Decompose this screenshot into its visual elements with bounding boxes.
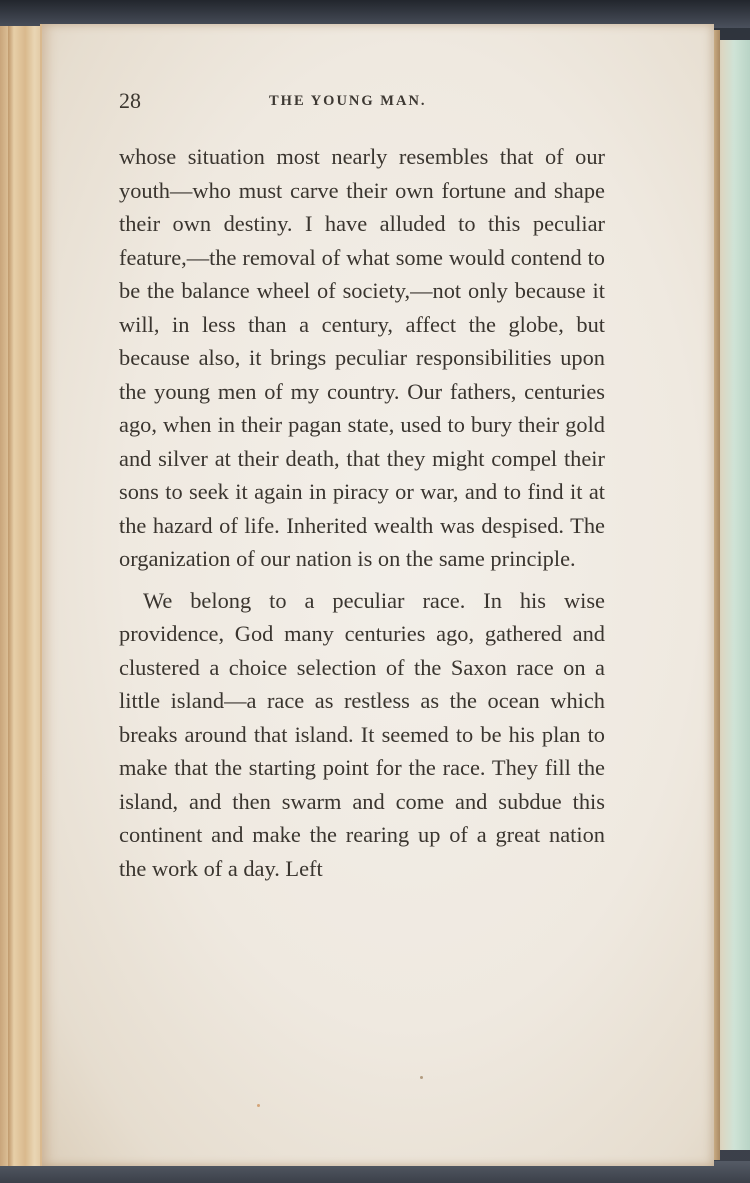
body-text bbox=[119, 140, 605, 885]
running-head bbox=[119, 88, 609, 118]
paragraph: whose situation most nearly resembles that of our youth—who must carve their own fortune and shape their own destiny. I have alluded to this peculiar feature,—the removal of what some would contend to be the balance wheel of society,—not only because it will, in less than a century, affect the globe, but because also, it brings peculiar responsibilities upon the young men of my country. Our fathers, centuries ago, when in their pagan state, used to bury their gold and silver at their death, that they might compel their sons to seek it again in piracy or war, and to find it at the hazard of life. Inherited wealth was despised. The organization of our nation is on the same principle. bbox=[119, 144, 605, 571]
paper-speck bbox=[420, 1076, 423, 1079]
page-number: 28 bbox=[119, 88, 141, 113]
paper-speck bbox=[257, 1104, 260, 1107]
running-title: THE YOUNG MAN. bbox=[269, 93, 427, 109]
paragraph: We belong to a peculiar race. In his wise providence, God many centuries ago, gathered and clustered a choice selection of the Saxon race on a little island—a race as restless as the ocean which breaks around that island. It seemed to be his plan to make that the starting point for the race. They fill the island, and then swarm and come and subdue this continent and make the rearing up of a great nation the work of a day. Left bbox=[119, 587, 605, 881]
